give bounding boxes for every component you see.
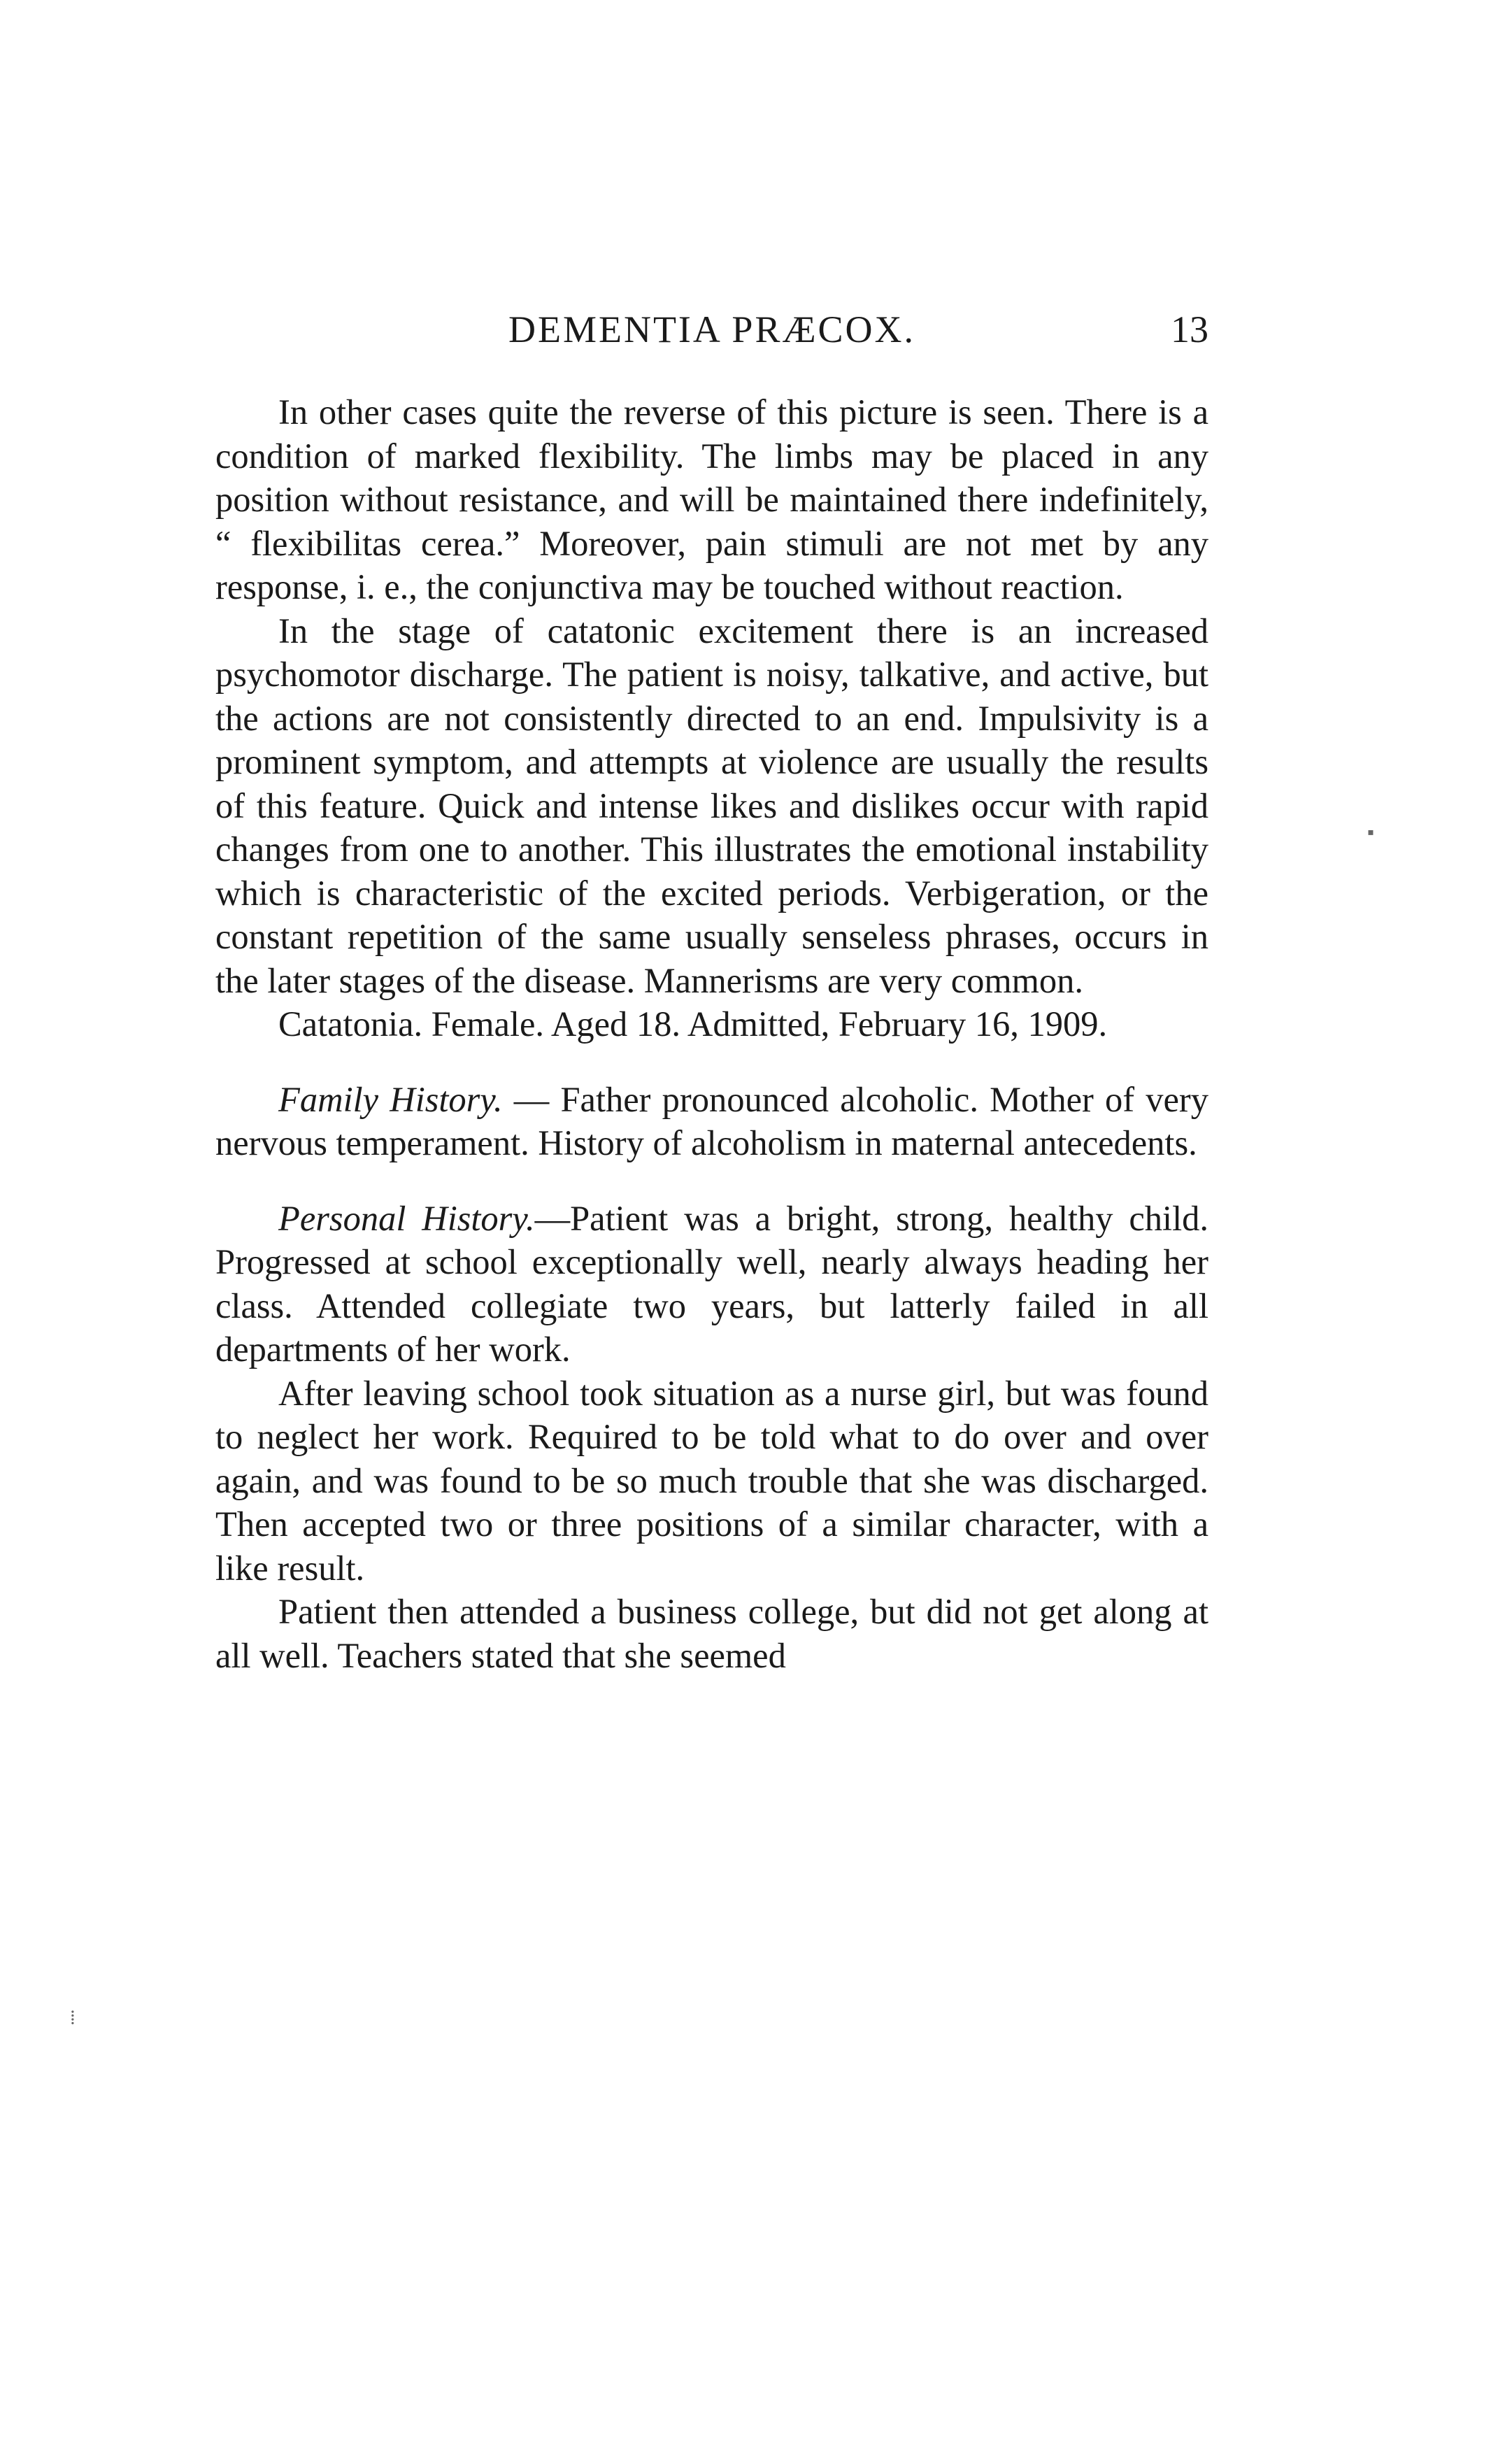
paragraph-flexibility: In other cases quite the reverse of this picture is seen. There is a condition of marked flexibility. The limbs may be placed in any position without resistance, and will be maintained there indefinitely, “ flexibilitas cerea.” Moreover, pain stimuli are not met by any response, i. e., the conjunctiva may be touched without reaction. [215, 392, 1208, 606]
body-text [215, 390, 1208, 1677]
personal-history-heading: Personal History. [278, 1198, 535, 1238]
paragraph-excitement: In the stage of catatonic excitement there is an increased psychomotor discharge. The patient is noisy, talkative, and active, but the actions are not consistently directed to an end. Impulsivity is a prominent symptom, and attempts at violence are usually the results of this feature. Quick and intense likes and dislikes occur with rapid changes from one to another. This illustrates the emotional instability which is characteristic of the excited periods. Verbigeration, or the constant repetition of the same usually senseless phrases, occurs in the later stages of the disease. Mannerisms are very common. [215, 611, 1208, 1000]
running-title: DEMENTIA PRÆCOX. [508, 308, 916, 350]
personal-history-text: —Patient was a bright, strong, healthy child. Progressed at school exceptionally well, nearly always heading her class. Attended collegiate two years, but latterly failed in all departments of her work. [215, 1198, 1208, 1369]
paragraph-personal-history [215, 1197, 1208, 1372]
paragraph-after-school: After leaving school took situation as a nurse girl, but was found to neglect her work. Required to be told what to do over and over again, and was found to be so much trouble that she was discharged. Then accepted two or three positions of a similar character, with a like result. [215, 1373, 1208, 1588]
stray-mark: ▪ [1367, 822, 1374, 844]
paragraph-family-history [215, 1078, 1208, 1165]
page-number: 13 [1171, 308, 1208, 350]
family-history-heading: Family History. [278, 1079, 503, 1119]
page-header [215, 308, 1208, 357]
paragraph-business-college: Patient then attended a business college, but did not get along at all well. Teachers stated that she seemed [215, 1592, 1208, 1675]
stray-mark: ⁞ [70, 2007, 76, 2029]
case-heading: Catatonia. Female. Aged 18. Admitted, February 16, 1909. [278, 1004, 1108, 1044]
family-history-text: — Father pronounced alcoholic. Mother of very nervous temperament. History of alcoholism in maternal antecedents. [215, 1079, 1208, 1162]
